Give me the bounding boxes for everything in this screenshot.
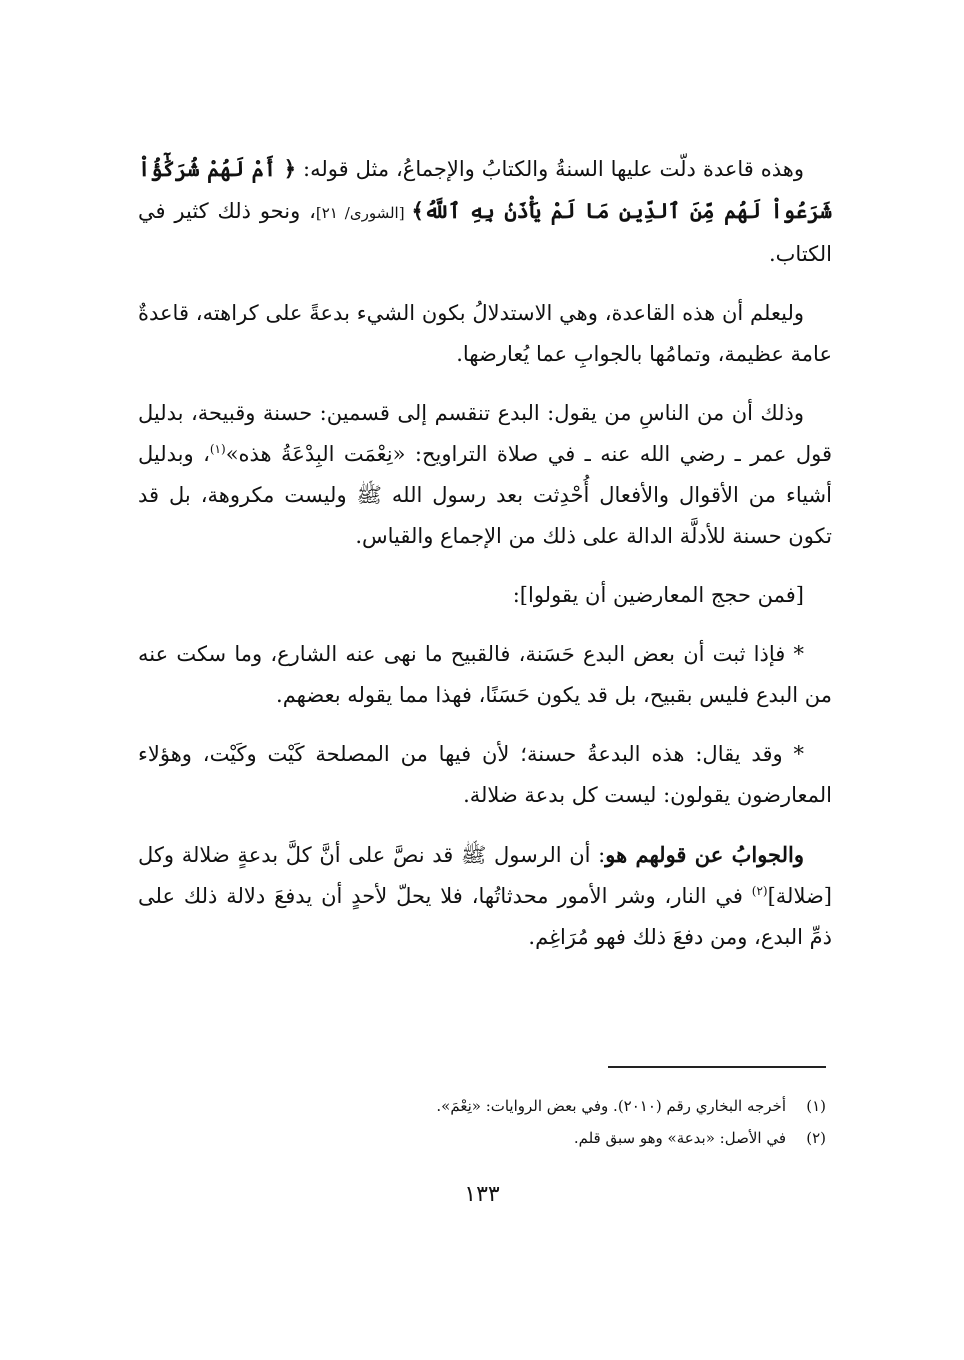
paragraph-5-text: * فإذا ثبت أن بعض البدع حَسَنة، فالقبيح ما نهى عنه الشارع، وما سكت عنه من البدع فليس بقبيح، بل قد يكون حَسَنًا، فهذا مما يقوله بعضهم.	[138, 642, 832, 707]
footnote-2-number: (٢)	[806, 1129, 826, 1147]
paragraph-2	[138, 293, 832, 375]
footnote-1-number: (١)	[806, 1097, 826, 1115]
paragraph-7-text-b: في النار، وشر الأمور محدثاتُها، فلا يحلّ لأحدٍ أن يدفعَ دلالة ذلك على ذمِّ البدع، ومن دفعَ ذلك فهو مُرَاغِم.	[138, 884, 832, 949]
paragraph-7	[138, 834, 832, 958]
footnote-2-text: في الأصل: «بدعة» وهو سبق قلم.	[573, 1129, 786, 1147]
paragraph-7-text-a: : أن الرسول ﷺ قد نصَّ على أنَّ كلَّ بدعةٍ ضلالة وكل [ضلالة]	[138, 843, 832, 908]
answer-lead: والجوابُ عن قولهم هو	[605, 842, 804, 867]
footnote-divider	[608, 1066, 826, 1068]
paragraph-2-text: وليعلم أن هذه القاعدة، وهي الاستدلالُ بكون الشيء بدعةً على كراهته، قاعدةٌ عامة عظيمة، وتمامُها بالجوابِ عما يُعارضها.	[138, 301, 832, 366]
footnotes	[132, 1090, 826, 1154]
paragraph-6-text: * وقد يقال: هذه البدعةُ حسنة؛ لأن فيها من المصلحة كَيْت وكَيْت، وهؤلاء المعارضون يقولون: ليست كل بدعة ضلالة.	[138, 742, 832, 807]
page-body	[138, 148, 832, 976]
paragraph-6	[138, 734, 832, 816]
paragraph-1-text-b: ، ونحو ذلك كثير في الكتاب.	[138, 199, 832, 266]
paragraph-3	[138, 393, 832, 557]
section-heading-text: [فمن حجج المعارضين أن يقولوا]:	[512, 583, 804, 607]
paragraph-3-text-b: ، وبدليل أشياء من الأقوال والأفعال أُحْدِثت بعد رسول الله ﷺ وليست مكروهة، بل قد تكون حسنة للأدلَّة الدالة على ذلك من الإجماع والقياس.	[138, 442, 832, 548]
footnote-2	[132, 1122, 826, 1154]
page-number: ١٣٣	[464, 1182, 500, 1207]
section-heading	[138, 575, 832, 616]
footnote-ref-1[interactable]: (١)	[209, 442, 226, 456]
paragraph-5	[138, 634, 832, 716]
footnote-1	[132, 1090, 826, 1122]
paragraph-1-text-a: وهذه قاعدة دلّت عليها السنةُ والكتابُ والإجماعُ، مثل قوله:	[296, 157, 804, 181]
verse-reference: [الشورى/ ٢١]	[315, 204, 412, 222]
footnote-ref-2[interactable]: (٢)	[751, 884, 768, 898]
footnote-1-text: أخرجه البخاري رقم (٢٠١٠). وفي بعض الروايات: «نِعْمَ».	[436, 1097, 786, 1115]
paragraph-1	[138, 148, 832, 275]
paragraph-3-text-a: وذلك أن من الناسِ من يقول: البدع تنقسم إلى قسمين: حسنة وقبيحة، بدليل قول عمر ـ رضي الله عنه ـ في صلاة التراويح: «نِعْمَت البِدْعَةُ هذه»	[138, 401, 832, 466]
quran-verse: ﴿ أَمْ لَهُمْ شُرَكَٰٓؤُاْ شَرَعُواْ لَهُم مِّنَ ٱلدِّينِ مَا لَمْ يَأْذَنۢ بِهِ ٱللَّهُ﴾	[138, 156, 832, 223]
